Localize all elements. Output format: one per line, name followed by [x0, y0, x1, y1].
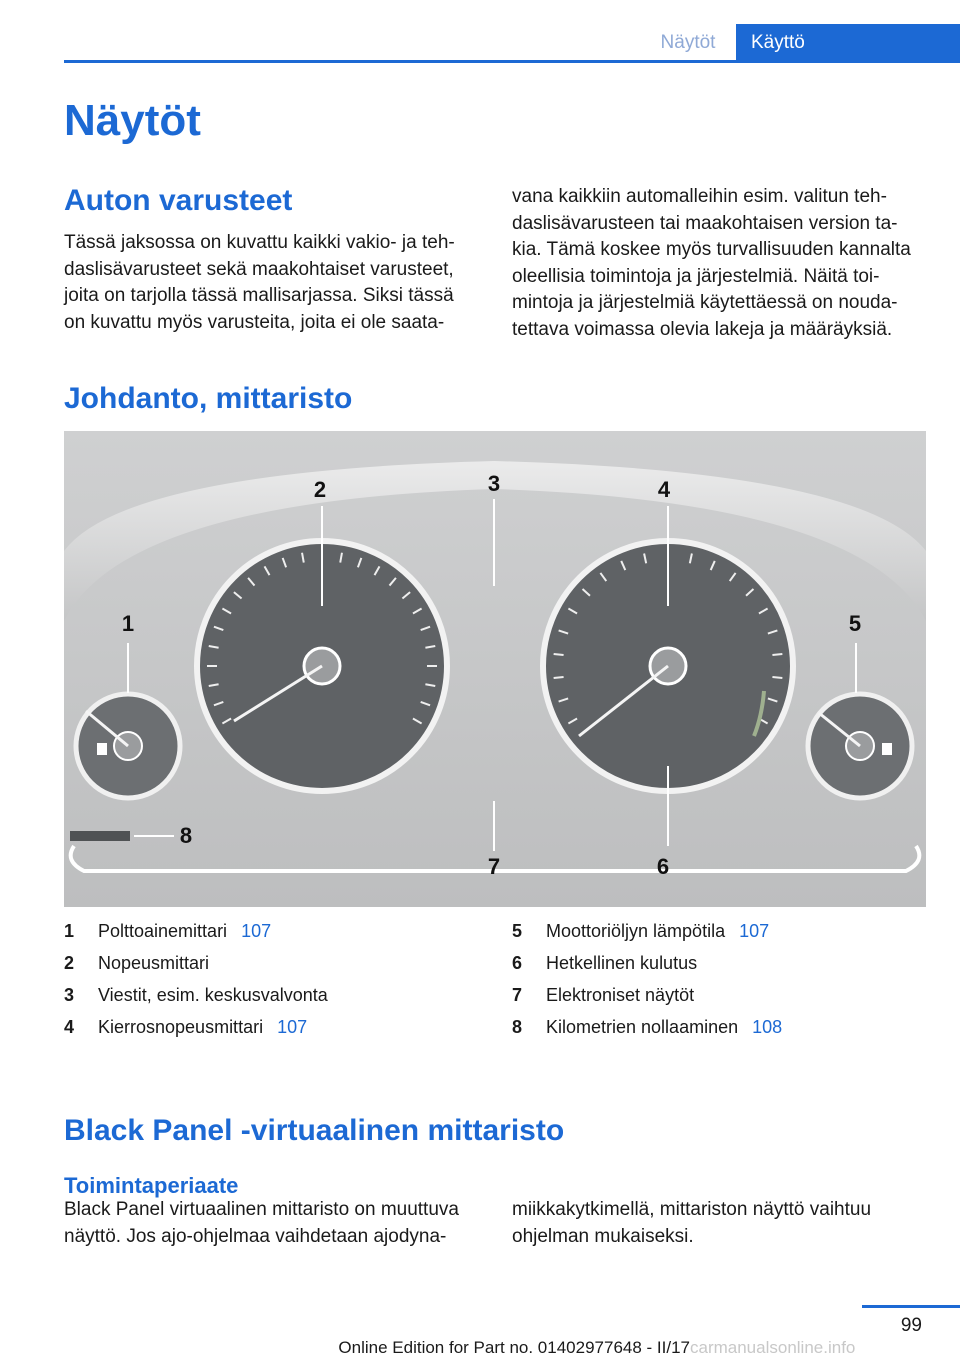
- legend-label: Nopeusmittari: [98, 953, 210, 973]
- text-line: oleellisia toimintoja ja järjestelmiä. Näitä toi-: [512, 265, 880, 287]
- oil-can-icon: [882, 743, 892, 755]
- text-line: ohjelman mukaiseksi.: [512, 1225, 694, 1247]
- page-reference-link[interactable]: 107: [739, 921, 770, 941]
- text-line: Tässä jaksossa on kuvattu kaikki vakio- ja teh-: [64, 232, 455, 253]
- text-line: Black Panel virtuaalinen mittaristo on muuttuva: [64, 1199, 459, 1220]
- oil-temperature-gauge: [808, 694, 912, 798]
- legend-label: Moottoriöljyn lämpötila: [546, 921, 726, 941]
- text-line: miikkakytkimellä, mittariston näyttö vaihtuu: [512, 1199, 872, 1220]
- legend-number: 1: [64, 921, 75, 941]
- callout-1: 1: [121, 611, 135, 636]
- text-line: tettava voimassa olevia lakeja ja määräyksiä.: [512, 318, 893, 340]
- instrument-cluster-figure: [64, 431, 926, 907]
- text-line: vana kaikkiin automalleihin esim. valitun teh-: [512, 186, 887, 207]
- text-line: on kuvattu myös varusteita, joita ei ole saata-: [64, 311, 445, 333]
- gauge-tick: [772, 654, 782, 655]
- equipment-heading: Auton varusteet: [64, 184, 293, 217]
- legend-label: Viestit, esim. keskusvalvonta: [98, 985, 328, 1005]
- legend-label: Kierrosnopeusmittari: [98, 1017, 264, 1037]
- legend-number: 8: [512, 1017, 523, 1037]
- legend-label: Hetkellinen kulutus: [546, 953, 698, 973]
- black-panel-text-col1: [64, 1197, 494, 1250]
- callout-7: 7: [487, 854, 501, 879]
- equipment-text-col1: [64, 230, 484, 336]
- fuel-gauge: [76, 694, 180, 798]
- page-title: Näytöt: [64, 96, 201, 145]
- text-line: daslisävarusteet sekä maakohtaiset varusteet,: [64, 258, 454, 280]
- black-panel-subheading: Toimintaperiaate: [64, 1173, 239, 1198]
- gauge-tick: [772, 677, 782, 678]
- text-line: joita on tarjolla tässä mallisarjassa. Siksi tässä: [64, 285, 454, 306]
- trip-reset-button: [70, 831, 130, 841]
- page-reference-link[interactable]: 108: [752, 1017, 783, 1037]
- callout-6: 6: [656, 854, 670, 879]
- page-reference-link[interactable]: 107: [241, 921, 272, 941]
- legend-number: 6: [512, 953, 523, 973]
- black-panel-heading: Black Panel -virtuaalinen mittaristo: [64, 1114, 565, 1147]
- edition-note: Online Edition for Part no. 01402977648 - II/17: [338, 1338, 690, 1357]
- gauge-tick: [554, 677, 564, 678]
- callout-2: 2: [313, 477, 327, 502]
- callout-3: 3: [487, 471, 501, 496]
- legend-label: Kilometrien nollaaminen: [546, 1017, 739, 1037]
- legend-number: 5: [512, 921, 523, 941]
- fuel-pump-icon: [97, 743, 107, 755]
- gauge-tick: [554, 654, 564, 655]
- legend-number: 2: [64, 953, 75, 973]
- page-reference-link[interactable]: 107: [277, 1017, 308, 1037]
- legend-number: 3: [64, 985, 75, 1005]
- text-line: mintoja ja järjestelmiä käytettäessä on nouda-: [512, 292, 898, 313]
- tab-section-naytot[interactable]: Näytöt: [640, 24, 736, 62]
- black-panel-text-col2: [512, 1197, 932, 1250]
- callout-4: 4: [657, 477, 671, 502]
- legend-label: Polttoainemittari: [98, 921, 228, 941]
- legend-number: 4: [64, 1017, 75, 1037]
- page-number: 99: [900, 1315, 922, 1336]
- tab-chapter-kaytto[interactable]: Käyttö: [736, 24, 960, 62]
- equipment-text-col2: [512, 184, 932, 343]
- callout-5: 5: [848, 611, 862, 636]
- header-rule: [64, 60, 960, 63]
- text-line: daslisävarusteen tai maakohtaisen version ta-: [512, 212, 898, 234]
- intro-heading: Johdanto, mittaristo: [64, 382, 353, 415]
- watermark: carmanualsonline.info: [690, 1338, 856, 1357]
- callout-8: 8: [179, 823, 193, 848]
- text-line: kia. Tämä koskee myös turvallisuuden kannalta: [512, 239, 911, 260]
- text-line: näyttö. Jos ajo-ohjelmaa vaihdetaan ajodyna-: [64, 1225, 447, 1247]
- footer-rule: [862, 1305, 960, 1308]
- legend-number: 7: [512, 985, 523, 1005]
- legend-label: Elektroniset näytöt: [546, 985, 695, 1005]
